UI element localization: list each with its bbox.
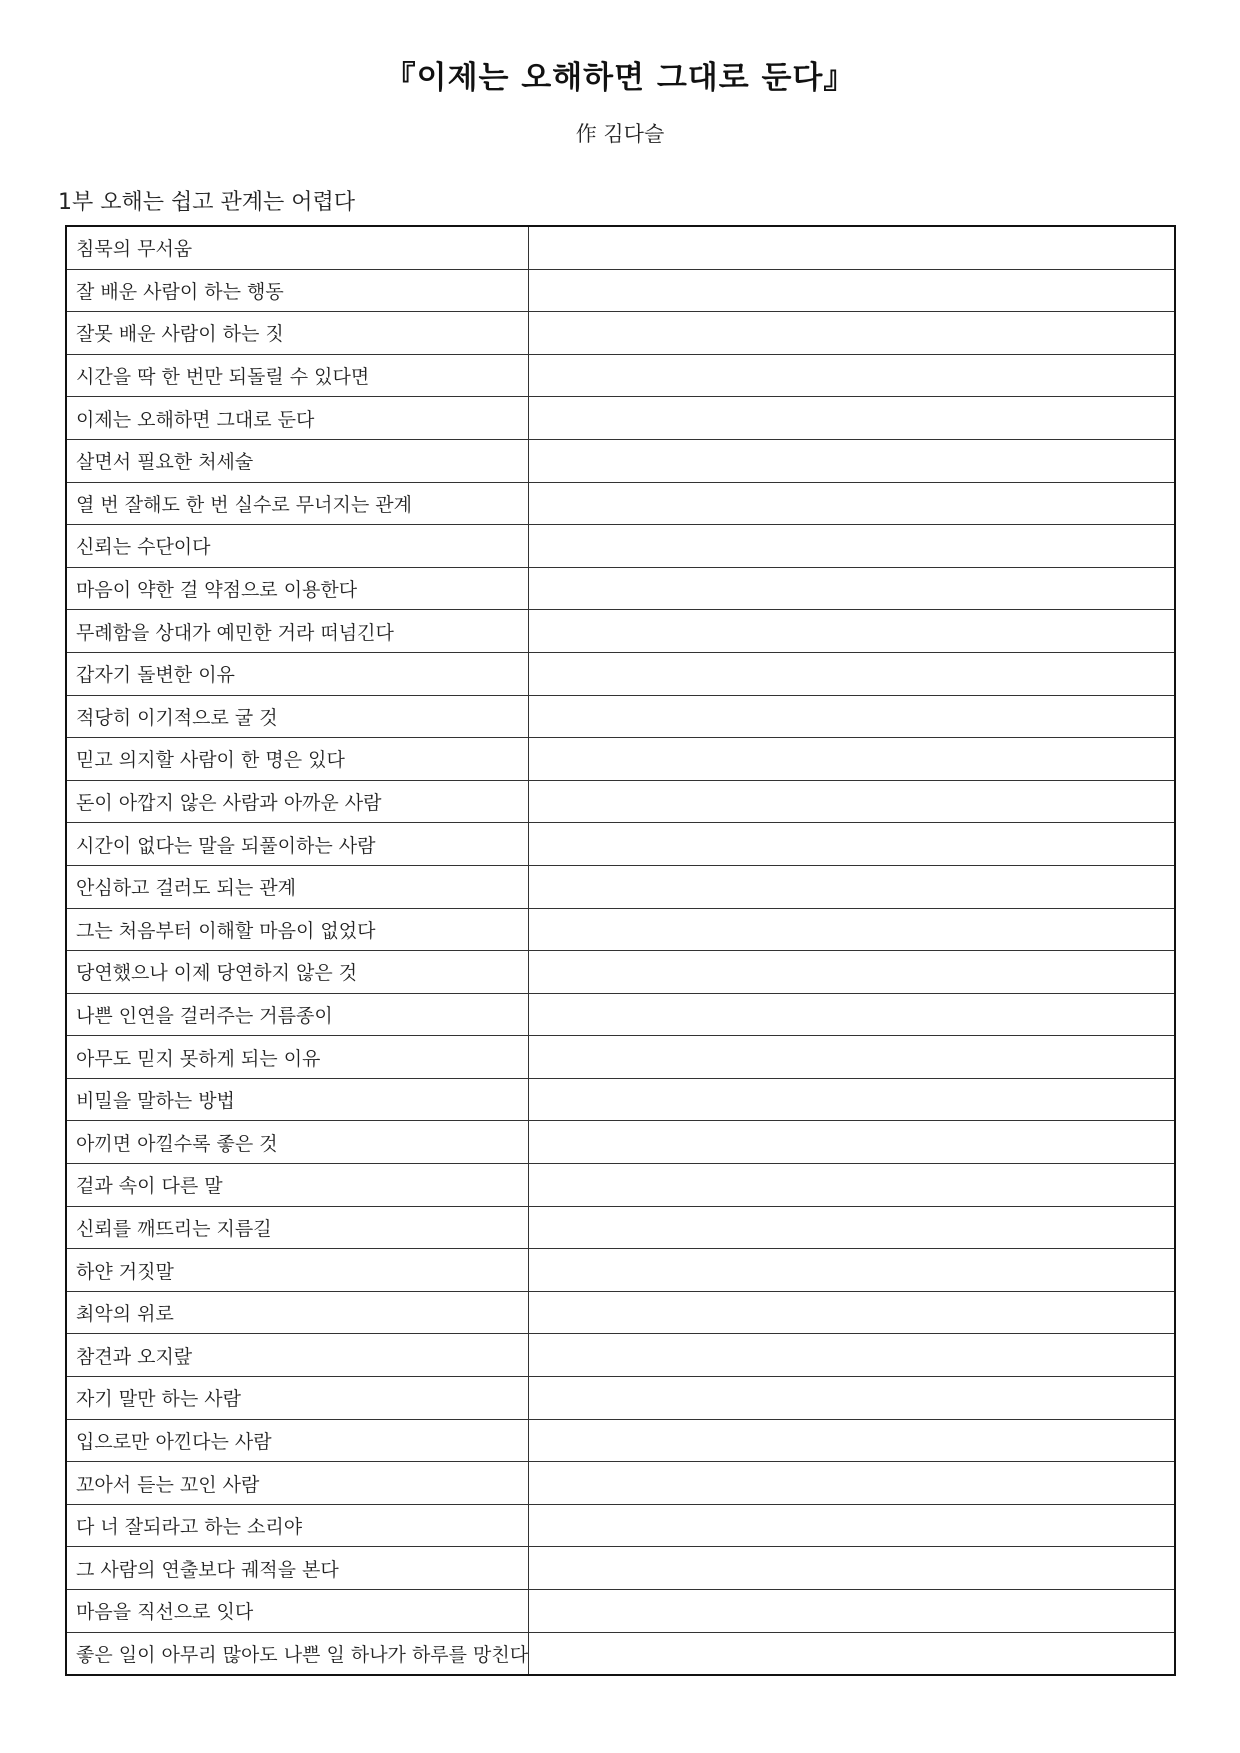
chapter-title-cell: 참견과 오지랖 — [66, 1334, 529, 1377]
table-row — [66, 1164, 1175, 1207]
empty-notes-cell — [529, 1504, 1175, 1547]
empty-notes-cell — [529, 1121, 1175, 1164]
empty-notes-cell — [529, 780, 1175, 823]
chapter-title-cell: 침묵의 무서움 — [66, 226, 529, 269]
chapter-title-cell: 입으로만 아낀다는 사람 — [66, 1419, 529, 1462]
empty-notes-cell — [529, 1334, 1175, 1377]
chapter-title-cell: 적당히 이기적으로 굴 것 — [66, 695, 529, 738]
chapter-title-cell: 자기 말만 하는 사람 — [66, 1377, 529, 1420]
chapter-title-cell: 시간을 딱 한 번만 되돌릴 수 있다면 — [66, 354, 529, 397]
table-row — [66, 1632, 1175, 1675]
empty-notes-cell — [529, 567, 1175, 610]
empty-notes-cell — [529, 269, 1175, 312]
chapter-title-cell: 최악의 위로 — [66, 1291, 529, 1334]
chapter-title-cell: 비밀을 말하는 방법 — [66, 1078, 529, 1121]
table-row — [66, 1377, 1175, 1420]
chapter-title-cell: 좋은 일이 아무리 많아도 나쁜 일 하나가 하루를 망친다 — [66, 1632, 529, 1675]
table-row — [66, 567, 1175, 610]
table-row — [66, 951, 1175, 994]
chapter-title-cell: 돈이 아깝지 않은 사람과 아까운 사람 — [66, 780, 529, 823]
empty-notes-cell — [529, 993, 1175, 1036]
chapter-title-cell: 잘 배운 사람이 하는 행동 — [66, 269, 529, 312]
empty-notes-cell — [529, 1419, 1175, 1462]
chapter-title-cell: 당연했으나 이제 당연하지 않은 것 — [66, 951, 529, 994]
chapter-title-cell: 이제는 오해하면 그대로 둔다 — [66, 397, 529, 440]
empty-notes-cell — [529, 1632, 1175, 1675]
chapter-table — [65, 225, 1176, 1676]
author-line: 作 김다슬 — [575, 122, 665, 146]
table-row — [66, 226, 1175, 269]
chapter-title-cell: 그는 처음부터 이해할 마음이 없었다 — [66, 908, 529, 951]
table-row — [66, 652, 1175, 695]
empty-notes-cell — [529, 823, 1175, 866]
empty-notes-cell — [529, 695, 1175, 738]
table-row — [66, 1590, 1175, 1633]
table-row — [66, 525, 1175, 568]
empty-notes-cell — [529, 525, 1175, 568]
table-row — [66, 1078, 1175, 1121]
empty-notes-cell — [529, 397, 1175, 440]
chapter-title-cell: 나쁜 인연을 걸러주는 거름종이 — [66, 993, 529, 1036]
chapter-title-cell: 아끼면 아낄수록 좋은 것 — [66, 1121, 529, 1164]
empty-notes-cell — [529, 1462, 1175, 1505]
empty-notes-cell — [529, 226, 1175, 269]
empty-notes-cell — [529, 439, 1175, 482]
empty-notes-cell — [529, 1036, 1175, 1079]
table-row — [66, 1547, 1175, 1590]
table-row — [66, 610, 1175, 653]
chapter-title-cell: 갑자기 돌변한 이유 — [66, 652, 529, 695]
empty-notes-cell — [529, 1249, 1175, 1292]
table-row — [66, 865, 1175, 908]
table-row — [66, 1249, 1175, 1292]
empty-notes-cell — [529, 1078, 1175, 1121]
empty-notes-cell — [529, 482, 1175, 525]
table-row — [66, 354, 1175, 397]
empty-notes-cell — [529, 908, 1175, 951]
chapter-title-cell: 무례함을 상대가 예민한 거라 떠넘긴다 — [66, 610, 529, 653]
table-row — [66, 1419, 1175, 1462]
chapter-title-cell: 다 너 잘되라고 하는 소리야 — [66, 1504, 529, 1547]
empty-notes-cell — [529, 1164, 1175, 1207]
table-row — [66, 1291, 1175, 1334]
table-row — [66, 1206, 1175, 1249]
section-heading: 1부 오해는 쉽고 관계는 어렵다 — [58, 190, 355, 215]
empty-notes-cell — [529, 951, 1175, 994]
table-row — [66, 823, 1175, 866]
chapter-title-cell: 꼬아서 듣는 꼬인 사람 — [66, 1462, 529, 1505]
empty-notes-cell — [529, 312, 1175, 355]
table-row — [66, 439, 1175, 482]
chapter-title-cell: 겉과 속이 다른 말 — [66, 1164, 529, 1207]
chapter-title-cell: 신뢰는 수단이다 — [66, 525, 529, 568]
table-row — [66, 482, 1175, 525]
empty-notes-cell — [529, 1547, 1175, 1590]
chapter-title-cell: 하얀 거짓말 — [66, 1249, 529, 1292]
table-row — [66, 1504, 1175, 1547]
document-title: 『이제는 오해하면 그대로 둔다』 — [384, 60, 856, 96]
empty-notes-cell — [529, 1377, 1175, 1420]
chapter-title-cell: 마음을 직선으로 잇다 — [66, 1590, 529, 1633]
table-row — [66, 780, 1175, 823]
table-row — [66, 1036, 1175, 1079]
chapter-title-cell: 믿고 의지할 사람이 한 명은 있다 — [66, 738, 529, 781]
empty-notes-cell — [529, 865, 1175, 908]
chapter-title-cell: 그 사람의 연출보다 궤적을 본다 — [66, 1547, 529, 1590]
chapter-title-cell: 아무도 믿지 못하게 되는 이유 — [66, 1036, 529, 1079]
table-row — [66, 908, 1175, 951]
table-row — [66, 397, 1175, 440]
empty-notes-cell — [529, 738, 1175, 781]
table-row — [66, 993, 1175, 1036]
chapter-title-cell: 열 번 잘해도 한 번 실수로 무너지는 관계 — [66, 482, 529, 525]
chapter-title-cell: 잘못 배운 사람이 하는 짓 — [66, 312, 529, 355]
chapter-title-cell: 마음이 약한 걸 약점으로 이용한다 — [66, 567, 529, 610]
table-row — [66, 1121, 1175, 1164]
chapter-title-cell: 살면서 필요한 처세술 — [66, 439, 529, 482]
empty-notes-cell — [529, 1291, 1175, 1334]
empty-notes-cell — [529, 354, 1175, 397]
empty-notes-cell — [529, 1590, 1175, 1633]
chapter-title-cell: 시간이 없다는 말을 되풀이하는 사람 — [66, 823, 529, 866]
table-row — [66, 695, 1175, 738]
chapter-title-cell: 신뢰를 깨뜨리는 지름길 — [66, 1206, 529, 1249]
empty-notes-cell — [529, 652, 1175, 695]
empty-notes-cell — [529, 610, 1175, 653]
table-row — [66, 269, 1175, 312]
table-row — [66, 312, 1175, 355]
table-row — [66, 738, 1175, 781]
chapter-title-cell: 안심하고 걸러도 되는 관계 — [66, 865, 529, 908]
empty-notes-cell — [529, 1206, 1175, 1249]
table-row — [66, 1462, 1175, 1505]
table-row — [66, 1334, 1175, 1377]
